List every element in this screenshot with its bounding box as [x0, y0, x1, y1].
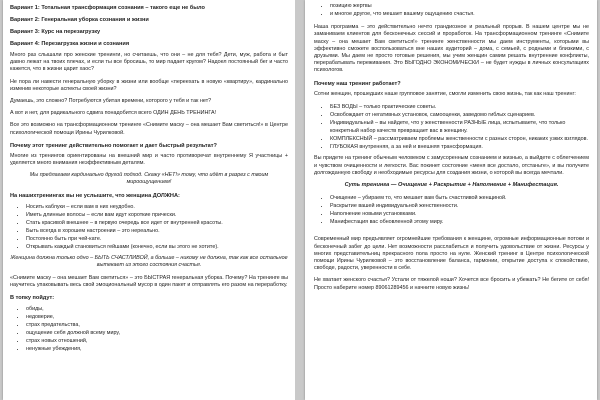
- paragraph: «Снимите маску – она мешает Вам светиться» – это БЫСТРАЯ генеральная уборка. Почему? На тренинге вы научитесь упаковывать весь свой эмоциональный мусор в один пакет и отправлять его разом на переработку.: [10, 274, 288, 288]
- list-item: • страх предательства,: [26, 321, 288, 329]
- list-item: • Носить каблуки – если вам в них неудобно.: [26, 203, 288, 211]
- paragraph: Многие из тренингов ориентированы на внешний мир и часто противоречат внутреннему Я участницы + уделяется много внимания неэффективным деталям.: [10, 152, 288, 167]
- list-item: • Наполнение новыми установками.: [330, 210, 589, 218]
- list-item: • Открывать каждый становиться гейшами (конечно, если вы этого не хотите).: [26, 243, 288, 251]
- topku-list: [10, 305, 288, 354]
- list-item: • КОМПЛЕКСНЫЙ – рассматриваем проблемы женственности с разных сторон, никаких узких взглядов.: [330, 135, 589, 143]
- paragraph: Не хватает женского счастья? Устали от тяжелой ноши? Хочется все бросить и убежать? Не бегите от себя! Просто наберите номер 89061289456 и начните новую жизнь!: [314, 277, 589, 291]
- list-item: • Освобождает от негативных установок, самооценки, заведомо гиблых сценариев.: [330, 111, 589, 119]
- paragraph: Сотни женщин, прошедших наше групповое занятие, смогли изменить свою жизнь, так как наш тренинг:: [314, 90, 576, 97]
- page-gap: [295, 0, 305, 400]
- variant-2: Вариант 2: Генеральная уборка сознания и жизни: [10, 17, 149, 23]
- essence-heading: Суть тренинга — Очищение + Раскрытие + Наполнение + Манифестация.: [344, 181, 559, 188]
- list-item: • Раскрытие вашей индивидуальной женственности.: [330, 202, 589, 210]
- paragraph: Не пора ли навести генеральную уборку в жизни или вообще «переехать в новую «квартиру», кардинально изменив некоторые аспекты своей жизни?: [10, 78, 288, 92]
- paragraph: Думаешь, это сложно? Потребуются убитая времени, которого у тебя и так нет?: [10, 98, 212, 105]
- list-item: • Манифестация вас обновленной этому миру.: [330, 218, 589, 226]
- variant-3: Вариант 3: Курс на перезагрузку: [10, 29, 101, 35]
- variant-4: Вариант 4: Перезагрузка жизни и сознания: [10, 41, 130, 47]
- list-item: • Иметь длинные волосы – если вам идут короткие прически.: [26, 211, 288, 219]
- variant-1: Вариант 1: Тотальная трансформация сознания – такого еще не было: [10, 5, 205, 11]
- paragraph: Вы придете на тренинг обычным человеком с замусоренным сознанием и жизнью, а выйдете с облегчением и чувством очищенности и легкости. Вас покинет состояние «меня все достало, отстаньте», и вы получите долгожданную свободу и необходимые ресурсы для создания жизни, о которой вы всегда мечтали.: [314, 155, 589, 176]
- list-item: • Стать красивой внешнее – в первую очередь все идет от внутренней красоты.: [26, 219, 288, 227]
- paragraph: А вот и нет, для радикального сдвига понадобится всего ОДИН ДЕНЬ ТРЕНИНГА!: [10, 110, 217, 117]
- document-page-right: [305, 0, 597, 400]
- list-item: • позицию жертвы: [330, 2, 589, 10]
- list-item: • Индивидуальный – вы найдете, что у женственности РАЗНЫЕ лица, испытываете, что только конкретный набор качеств превращает вас в женщину.: [330, 119, 589, 135]
- list-item: • недоверие,: [26, 313, 288, 321]
- list-item: • Очищение – убираем то, что мешает вам быть счастливой женщиной.: [330, 194, 589, 202]
- list-item: • Постоянно быть при чей-кате.: [26, 235, 288, 243]
- quote: Женщина должна только одно – БЫТЬ СЧАСТЛИВОЙ, а больше – никому не должна, так как все остальное вытекает из этого состояния счастья.: [10, 255, 288, 269]
- section-heading: На нашихтренингах вы не услышите, что женщина ДОЛЖНА:: [10, 192, 180, 199]
- paragraph: Много раз слышали про женские тренинги, но считаешь, что они – не для тебя? Дети, муж, работа и быт давно лежат на твоих плечах, и если ты все бросишь, то мир падает кругом? Надоел постоянный бег и часто кажется, что в жизни царит хаос?: [10, 52, 288, 73]
- must-list: [10, 203, 288, 252]
- section-heading: В топку пойдут:: [10, 295, 55, 302]
- paragraph: Современный мир предъявляет огромнейшие требования к женщине, огромные информационные потоки и бесконечный забег до цели. Нет возможности расслабиться и получить удовольствие от жизни. Ресурсы у многих представительниц прекрасного пола просто на нуле. Женский тренинг в Центре психологической помощи Ирины Чурилковой – это восстановление баланса, гармонии, открытие доступа к спокойствию, свободе, радости, уверенности в себе.: [314, 236, 589, 272]
- list-item: • ГЛУБОКАЯ внутренняя, а за ней и внешняя трансформация.: [330, 143, 589, 151]
- list-item: • обиды,: [26, 305, 288, 313]
- top-bullets: [314, 2, 589, 18]
- list-item: • Быть всегда в хорошем настроении – это нереально.: [26, 227, 288, 235]
- quote: Мы предлагаем кардинально другой подход. Скажу «НЕТ!» тому, что идёт в разрез с твоим мироощущением!: [29, 172, 269, 186]
- list-item: • ощущение себя должной всему миру,: [26, 329, 288, 337]
- list-item: • и многое другое, что мешает вашему ощущению счастья.: [330, 10, 589, 18]
- paragraph: Все это возможно на трансформационном тренинге «Снимите маску – она мешает Вам светиться!» в Центре психологической помощи Ирины Чурилковой.: [10, 122, 288, 136]
- paragraph: Наша программа – это действительно нечто грандиозное и реальный прорыв. В нашем центре мы не заманиваем клиентов для бесконечных сессий и проработок. На трансформационном тренинге «Снимите маску – она мешает Вам светиться!» тренинге женственности мы даем инструменты, которыми вы эффективно сможете воспользоваться вне наших аудиторий – дома, с семьей, с родными и близкими, с друзьями. Мы даем не просто готовые решения, мы учим женщин самим решать внутренние конфликты, перерабатывать переживания. Это ВЫГОДНО ЭКОНОМИЧЕСКИ – не будет нужды в личных консультациях психологов.: [314, 24, 589, 74]
- essence-list: [314, 194, 589, 226]
- works-list: [314, 103, 589, 152]
- document-page-left: [3, 0, 295, 400]
- section-heading: Почему наш тренинг работает?: [314, 80, 401, 87]
- list-item: • страх новых отношений,: [26, 337, 288, 345]
- section-heading: Почему этот тренинг действительно помогает и дает быстрый результат?: [10, 142, 217, 149]
- list-item: • ненужные убеждения,: [26, 345, 288, 353]
- list-item: • БЕЗ ВОДЫ – только практические советы.: [330, 103, 589, 111]
